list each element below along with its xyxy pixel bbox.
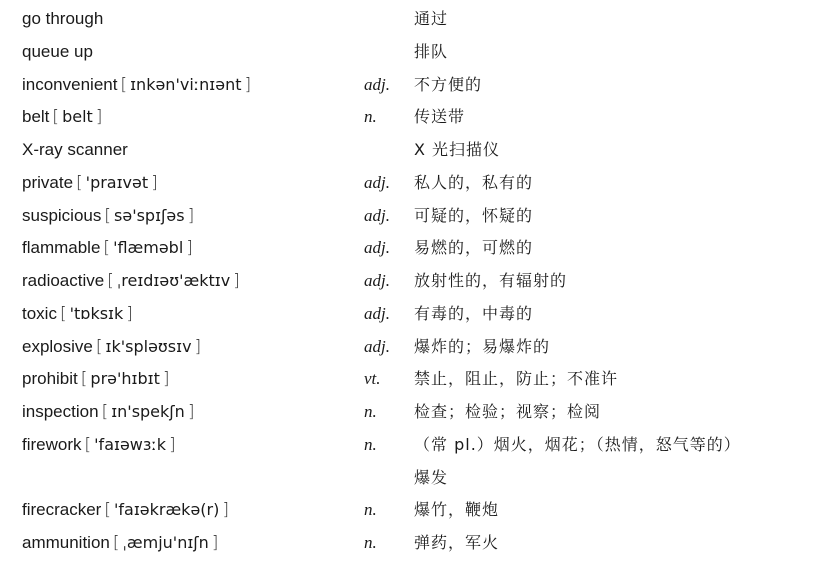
phonetic: sə'spɪʃəs [114, 205, 185, 225]
part-of-speech: n. [364, 434, 377, 454]
definition: 传送带 [414, 107, 466, 127]
list-item [22, 494, 812, 527]
open-bracket: [ [104, 500, 111, 521]
list-item [22, 36, 812, 69]
part-of-speech: adj. [364, 205, 390, 225]
part-of-speech: n. [364, 533, 377, 552]
list-item [22, 298, 812, 331]
close-bracket: ] [211, 533, 219, 553]
open-bracket: [ [120, 74, 128, 95]
definition: 易燃的，可燃的 [414, 238, 534, 258]
list-item [22, 429, 812, 495]
definition: 排队 [414, 41, 449, 61]
list-item [22, 527, 812, 560]
vocabulary-list [22, 3, 812, 560]
headword: flammable [ 'flæməbl ] [22, 238, 193, 259]
open-bracket: [ [101, 402, 109, 422]
headword: inspection [ ɪn'spekʃn ] [22, 402, 195, 422]
list-item [22, 265, 812, 298]
headword: suspicious [ sə'spɪʃəs ] [22, 205, 195, 226]
headword: explosive [ ɪk'spləʊsɪv ] [22, 336, 202, 357]
close-bracket: ] [194, 336, 202, 357]
definition: X 光扫描仪 [414, 140, 501, 159]
phonetic: ˌreɪdɪəʊ'æktɪv [116, 271, 231, 290]
close-bracket: ] [244, 74, 252, 95]
phonetic: ɪk'spləʊsɪv [105, 336, 192, 356]
phonetic: 'faɪəwɜːk [94, 434, 167, 454]
phonetic: 'faɪəkrækə(r) [114, 500, 220, 520]
part-of-speech: adj. [364, 74, 390, 94]
definition: 弹药，军火 [414, 533, 500, 552]
part-of-speech: n. [364, 500, 377, 520]
close-bracket: ] [169, 434, 176, 455]
headword: radioactive [ ˌreɪdɪəʊ'æktɪv ] [22, 271, 240, 291]
close-bracket: ] [187, 205, 195, 226]
phonetic: ˌæmju'nɪʃn [122, 533, 209, 552]
headword: ammunition [ ˌæmju'nɪʃn ] [22, 533, 219, 553]
close-bracket: ] [187, 402, 195, 422]
open-bracket: [ [95, 336, 103, 357]
open-bracket: [ [52, 107, 60, 128]
part-of-speech: n. [364, 107, 377, 127]
phonetic: 'flæməbl [113, 238, 184, 258]
headword: go through [22, 9, 104, 28]
definition: 有毒的，中毒的 [414, 303, 534, 323]
definition: 检查；检验；视察；检阅 [414, 402, 602, 421]
part-of-speech: adj. [364, 172, 390, 192]
list-item [22, 134, 812, 167]
open-bracket: [ [104, 205, 112, 226]
open-bracket: [ [80, 369, 88, 390]
open-bracket: [ [103, 238, 111, 259]
close-bracket: ] [95, 107, 103, 128]
part-of-speech: adj. [364, 238, 390, 258]
part-of-speech: n. [364, 402, 377, 421]
part-of-speech: vt. [364, 369, 381, 389]
list-item [22, 363, 812, 396]
definition: 私人的，私有的 [414, 172, 534, 192]
headword: toxic [ 'tɒksɪk ] [22, 303, 133, 324]
part-of-speech: adj. [364, 303, 390, 323]
close-bracket: ] [151, 172, 158, 193]
open-bracket: [ [76, 172, 83, 193]
list-item [22, 69, 812, 102]
close-bracket: ] [233, 271, 240, 291]
list-item [22, 232, 812, 265]
open-bracket: [ [112, 533, 120, 553]
definition: （常 pl.）烟火，烟花；（热情，怒气等的）爆发 [414, 434, 741, 487]
headword: prohibit [ prə'hɪbɪt ] [22, 369, 170, 390]
close-bracket: ] [222, 500, 229, 521]
list-item [22, 3, 812, 36]
headword: private [ 'praɪvət ] [22, 172, 158, 193]
definition: 爆竹，鞭炮 [414, 500, 500, 520]
headword: firework [ 'faɪəwɜːk ] [22, 434, 176, 455]
definition: 可疑的，怀疑的 [414, 205, 534, 225]
definition: 禁止，阻止，防止；不准许 [414, 369, 619, 389]
open-bracket: [ [59, 303, 67, 324]
list-item [22, 167, 812, 200]
phonetic: ɪn'spekʃn [111, 402, 185, 421]
headword: queue up [22, 41, 93, 61]
part-of-speech: adj. [364, 336, 390, 356]
phonetic: prə'hɪbɪt [90, 369, 160, 389]
definition: 不方便的 [414, 74, 483, 94]
phonetic: 'praɪvət [85, 172, 149, 192]
part-of-speech: adj. [364, 271, 390, 290]
headword: firecracker [ 'faɪəkrækə(r) ] [22, 500, 229, 521]
list-item [22, 396, 812, 429]
phonetic: 'tɒksɪk [69, 303, 124, 323]
definition: 通过 [414, 9, 449, 28]
close-bracket: ] [186, 238, 193, 259]
close-bracket: ] [162, 369, 170, 390]
list-item [22, 101, 812, 134]
phonetic: ɪnkən'viːnɪənt [130, 74, 242, 94]
open-bracket: [ [107, 271, 114, 291]
headword: X-ray scanner [22, 140, 128, 159]
open-bracket: [ [84, 434, 92, 455]
list-item [22, 331, 812, 364]
definition: 爆炸的；易爆炸的 [414, 336, 551, 356]
definition: 放射性的，有辐射的 [414, 271, 568, 290]
headword: belt [ belt ] [22, 107, 103, 128]
phonetic: belt [62, 107, 93, 127]
headword: inconvenient [ ɪnkən'viːnɪənt ] [22, 74, 252, 95]
close-bracket: ] [126, 303, 133, 324]
list-item [22, 200, 812, 233]
